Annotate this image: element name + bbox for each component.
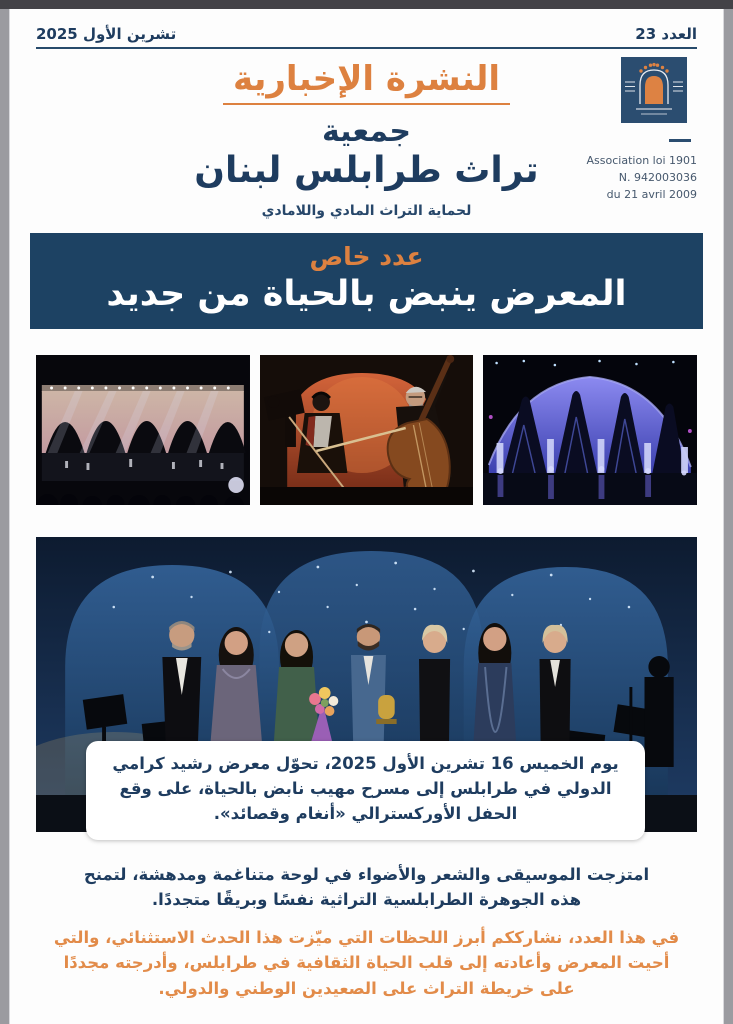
masthead <box>10 49 723 219</box>
article-paragraph-navy: امتزجت الموسيقى والشعر والأضواء في لوحة متناغمة ومدهشة، لتمنح هذه الجوهرة الطرابلسية التراثية نفسًا وبريقًا متجددًا. <box>83 864 650 910</box>
org-title-line1: جمعية <box>321 114 412 150</box>
photo-caption-card <box>86 741 645 839</box>
photo-concert-arches <box>36 355 250 505</box>
association-caption-line2: N. 942003036 <box>618 171 697 185</box>
issue-number: العدد 23 <box>635 25 697 43</box>
org-tagline: لحماية التراث المادي واللامادي <box>261 203 472 220</box>
article-paragraph-orange: في هذا العدد، نشارككم أبرز اللحظات التي ميّزت هذا الحدث الاستثنائي، والتي أحيت المعرض وأعادته إلى قلب الحياة الثقافية في طرابلس، وأدرجته مجددًا على خريطة التراث على الصعيدين الوطني والدولي. <box>53 927 680 998</box>
topbar <box>10 9 723 47</box>
hero-photo-block <box>36 537 697 832</box>
banner-kicker: عدد خاص <box>309 242 424 272</box>
logo-column <box>581 57 697 203</box>
photo-blue-arches <box>483 355 697 505</box>
heritage-arch-logo-icon <box>621 57 687 127</box>
photo-edge <box>0 0 733 9</box>
photo-strip <box>36 355 697 505</box>
logo-divider <box>669 139 691 142</box>
special-issue-banner <box>30 233 703 328</box>
banner-headline: المعرض ينبض بالحياة من جديد <box>106 274 627 315</box>
association-caption-line3: du 21 avril 2009 <box>606 188 697 202</box>
photo-bass-player <box>260 355 474 505</box>
association-caption-line1: Association loi 1901 <box>586 154 697 167</box>
issue-date: تشرين الأول 2025 <box>36 25 177 43</box>
org-title-line2: تراث طرابلس لبنان <box>194 149 539 191</box>
newsletter-title: النشرة الإخبارية <box>223 61 510 105</box>
newsletter-page <box>9 9 724 1024</box>
association-caption <box>581 152 697 203</box>
photo-caption-text: يوم الخميس 16 تشرين الأول 2025، تحوّل معرض رشيد كرامي الدولي في طرابلس إلى مسرح مهيب نابض بالحياة، على وقع الحفل الأوركسترالي «أنغام وقصائد». <box>112 754 619 823</box>
